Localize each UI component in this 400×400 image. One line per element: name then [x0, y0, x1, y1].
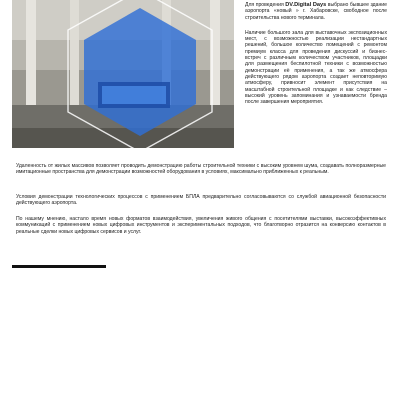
- body-paragraph-1: Удаленность от жилых массивов позволяет проводить демонстрацию работы строительной техники с высоким уровнем шума, создавать полноразмерные имитационные пространства для демонстрации возможностей оборудования в условиях, максимально приближенных к реальным.: [16, 163, 386, 176]
- body-paragraph-2: Условия демонстрации технологических процессов с применением БПЛА предварительно согласовываются со службой авиационной безопасности действующего аэропорта.: [16, 194, 386, 207]
- venue-photo-image: [12, 0, 234, 148]
- intro-suffix: выбрано бывшее здание аэропорта «новый » г. Хабаровске, свободное после строительства нового терминала.: [245, 2, 387, 21]
- right-column: [245, 2, 387, 109]
- body-paragraph-3: По нашему мнению, настало время новых форматов взаимодействия, увеличения живого общения с посетителями выставки, высокоэффективных коммуникаций с применением новых цифровых инструментов и экспериментальных подходов, что благотворно отразится на конверсию контактов в реальные сделки новых цифровых сервисов и услуг.: [16, 216, 386, 235]
- divider-rule: [12, 265, 106, 268]
- intro-paragraph: [245, 2, 387, 21]
- intro-prefix: Для проведения: [245, 2, 286, 8]
- venue-description: Наличие большого зала для выставочных экспозиционных мест, с возможностью реализации нестандартных решений, большое количество помещений с ремонтом премиум класса для проведения дискуссий и бизнес-встреч с различным количеством участников, площадки для размещения беспилотной техники с возможностью демонстрации её применения, а так же атмосфера действующего рядом аэропорта создает неповторимую атмосферу, привносит элемент присутствия на масштабной строительной площадке и как следствие – высокий уровень запоминания и узнаваемости бренда после завершения мероприятия.: [245, 29, 387, 106]
- venue-photo: [12, 0, 234, 148]
- event-name: DV.Digital Days: [285, 2, 327, 8]
